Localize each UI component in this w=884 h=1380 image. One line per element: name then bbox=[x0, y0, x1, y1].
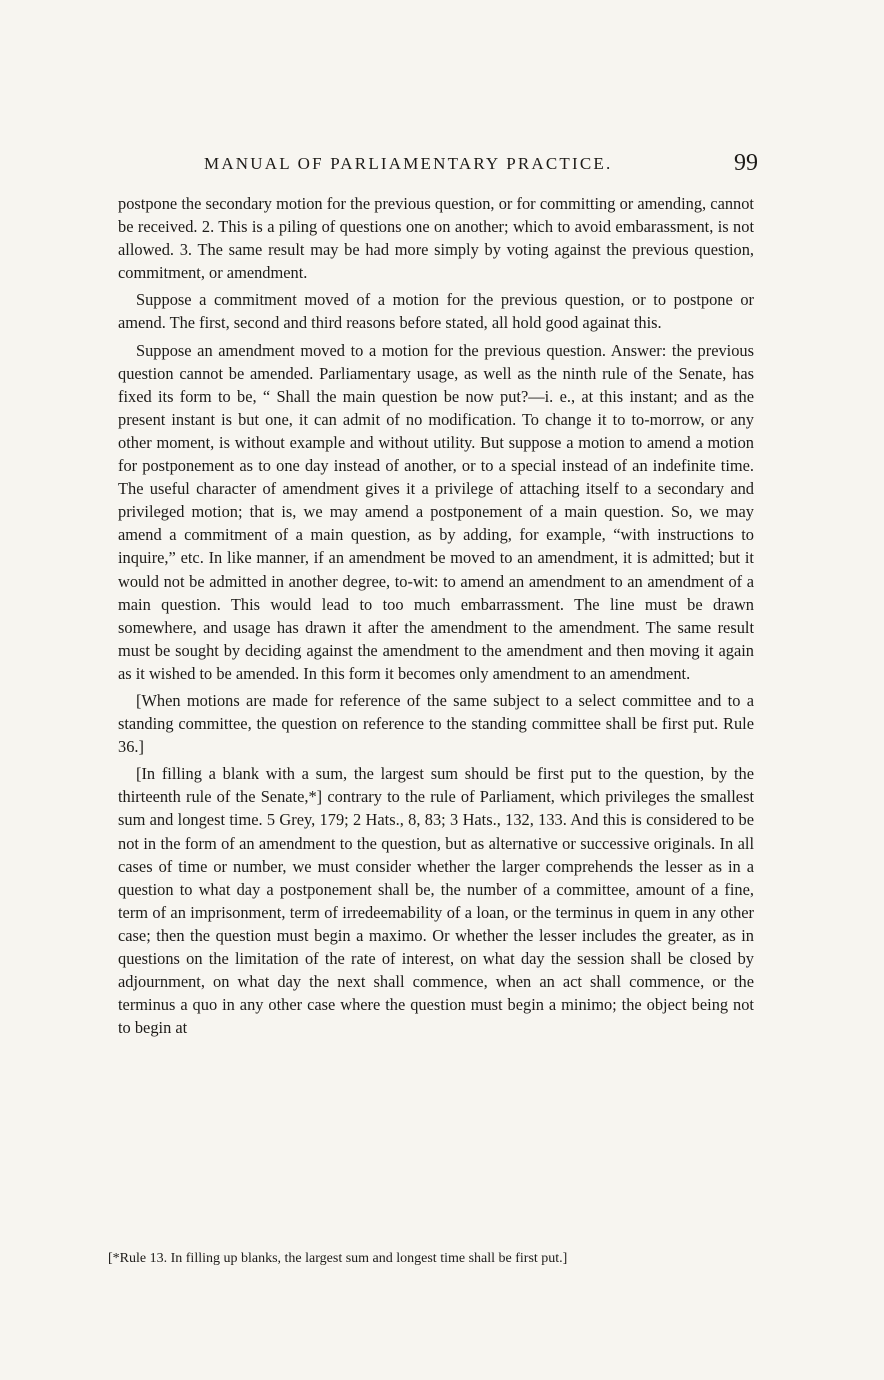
body-text bbox=[118, 192, 754, 1043]
paragraph-1: postpone the secondary motion for the previous question, or for committing or amending, cannot be received. 2. This is a piling of questions one on another; which to avoid embarassment, is not allowed. 3. The same result may be had more simply by voting against the previous question, commitment, or amendment. bbox=[118, 194, 754, 283]
paragraph-4: [When motions are made for reference of the same subject to a select committee and to a standing committee, the question on reference to the standing committee shall be first put. Rule 36.] bbox=[118, 690, 754, 757]
running-title: MANUAL OF PARLIAMENTARY PRACTICE. bbox=[204, 154, 613, 173]
paragraph-2: Suppose a commitment moved of a motion for the previous question, or to postpone or amend. The first, second and third reasons before stated, all hold good againat this. bbox=[118, 290, 754, 333]
paragraph-3: Suppose an amendment moved to a motion for the previous question. Answer: the previous question cannot be amended. Parliamentary usage, as well as the ninth rule of the Senate, has fixed its form to be, “ Shall the main question be now put?—i. e., at this instant; and as the present instant is but one, it can admit of no modification. To change it to to-morrow, or any other moment, is without example and without utility. But suppose a motion to amend a motion for postponement as to one day instead of another, or to a special instead of an indefinite time. The useful character of amendment gives it a privilege of attaching itself to a secondary and privileged motion; that is, we may amend a postponement of a main question. So, we may amend a commitment of a main question, as by adding, for example, “with instructions to inquire,” etc. In like manner, if an amendment be moved to an amendment, it is admitted; but it would not be admitted in another degree, to-wit: to amend an amendment to an amendment of a main question. This would lead to too much embarrassment. The line must be drawn somewhere, and usage has drawn it after the amendment to the amendment. The same result must be sought by deciding against the amendment to the amendment and then moving it again as it wished to be amended. In this form it becomes only amendment to an amendment. bbox=[118, 340, 754, 683]
footnote: [*Rule 13. In filling up blanks, the largest sum and longest time shall be first put.] bbox=[108, 1251, 568, 1266]
page-header bbox=[118, 150, 758, 180]
paragraph-5: [In filling a blank with a sum, the largest sum should be first put to the question, by the thirteenth rule of the Senate,*] contrary to the rule of Parliament, which privileges the smallest sum and longest time. 5 Grey, 179; 2 Hats., 8, 83; 3 Hats., 132, 133. And this is considered to be not in the form of an amendment to the question, but as alternative or successive originals. In all cases of time or number, we must consider whether the larger comprehends the lesser as in a question to what day a postponement shall be, the number of a committee, amount of a fine, term of an imprisonment, term of irredeemability of a loan, or the terminus in quem in any other case; then the question must begin a maximo. Or whether the lesser includes the greater, as in questions on the limitation of the rate of interest, on what day the session shall be closed by adjournment, on what day the next shall commence, when an act shall commence, or the terminus a quo in any other case where the question must begin a minimo; the object being not to begin at bbox=[118, 764, 754, 1038]
page-number: 99 bbox=[734, 150, 758, 176]
